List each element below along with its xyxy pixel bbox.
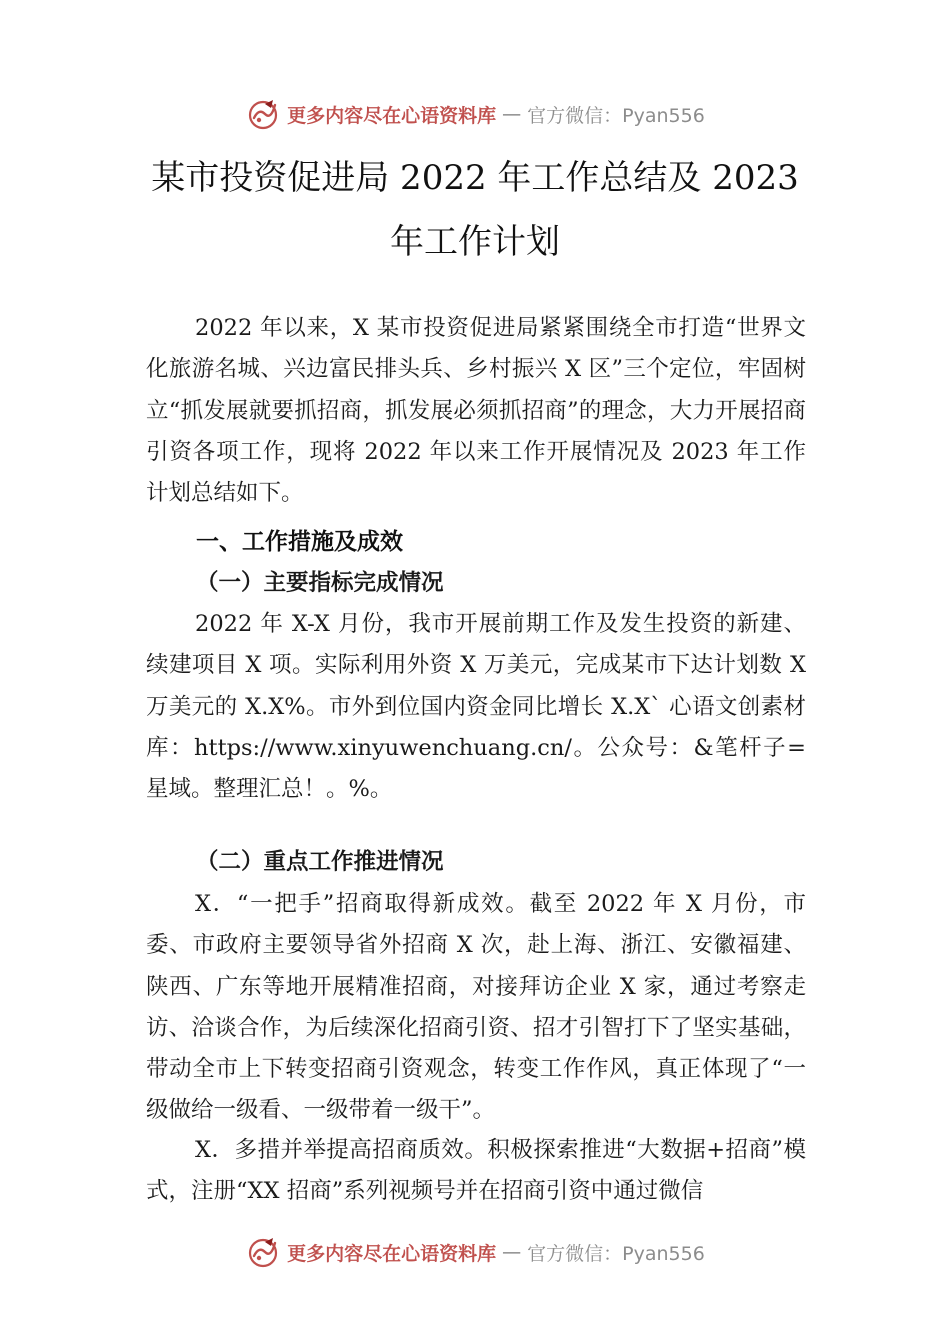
investment-quality-paragraph: X．多措并举提高招商质效。积极探索推进“大数据+招商”模式，注册“XX 招商”系列视频号并在招商引资中通过微信 xyxy=(146,1137,806,1205)
brand-logo-icon xyxy=(245,1234,281,1270)
banner-separator: — xyxy=(502,1241,522,1263)
subsection-heading-2: （二）重点工作推进情况 xyxy=(196,849,444,875)
banner-wechat-text: 官方微信：Pyan556 xyxy=(527,104,705,127)
document-title-line-2: 年工作计划 xyxy=(390,222,560,262)
header-watermark-banner xyxy=(0,94,950,134)
intro-paragraph: 2022 年以来，X 某市投资促进局紧紧围绕全市打造“世界文化旅游名城、兴边富民排头兵、乡村振兴 X 区”三个定位，牢固树立“抓发展就要抓招商，抓发展必须抓招商”的理念，大力开展招商引资各项工作，现将 2022 年以来工作开展情况及 2023 年工作计划总结如下。 xyxy=(146,315,806,507)
banner-separator: — xyxy=(502,103,522,125)
leader-investment-paragraph: X．“一把手”招商取得新成效。截至 2022 年 X 月份，市委、市政府主要领导省外招商 X 次，赴上海、浙江、安徽福建、陕西、广东等地开展精准招商，对接拜访企业 X 家，通过考察走访、洽谈合作，为后续深化招商引资、招才引智打下了坚实基础，带动全市上下转变招商引资观念，转变工作作风，真正体现了“一级做给一级看、一级带着一级干”。 xyxy=(146,891,806,1124)
banner-wechat-text: 官方微信：Pyan556 xyxy=(527,1242,705,1265)
banner-brand-text: 更多内容尽在心语资料库 xyxy=(287,104,497,127)
footer-watermark-banner xyxy=(0,1232,950,1272)
brand-logo-icon xyxy=(245,96,281,132)
indicators-paragraph: 2022 年 X-X 月份，我市开展前期工作及发生投资的新建、续建项目 X 项。实际利用外资 X 万美元，完成某市下达计划数 X 万美元的 X.X%。市外到位国内资金同比增长 X.X` 心语文创素材库：https://www.xinyuwenchuang.cn/。公众号：&笔杆子=星域。整理汇总！。%。 xyxy=(146,611,806,803)
subsection-heading-1: （一）主要指标完成情况 xyxy=(196,570,444,596)
section-heading-1: 一、工作措施及成效 xyxy=(196,529,403,555)
banner-brand-text: 更多内容尽在心语资料库 xyxy=(287,1242,497,1265)
document-title-line-1: 某市投资促进局 2022 年工作总结及 2023 xyxy=(151,158,799,198)
